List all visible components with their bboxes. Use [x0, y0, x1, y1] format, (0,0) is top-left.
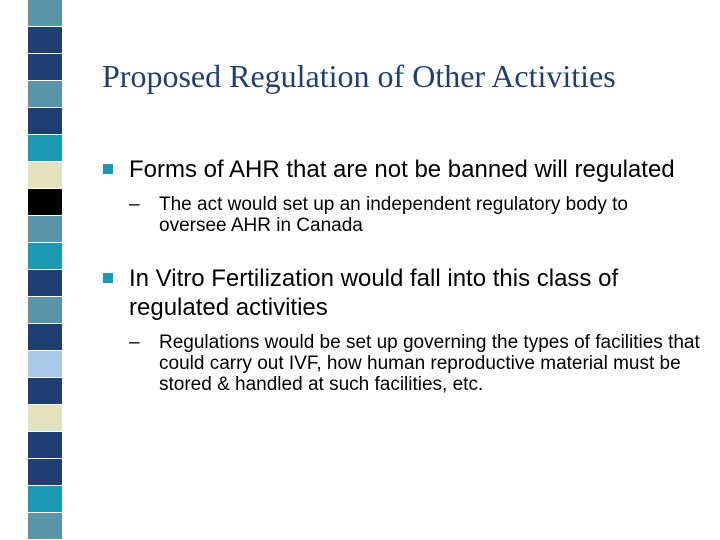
- stripe-block: [28, 432, 62, 459]
- stripe-block: [28, 162, 62, 189]
- stripe-block: [28, 0, 62, 27]
- stripe-block: [28, 513, 62, 540]
- stripe-block: [28, 378, 62, 405]
- stripe-block: [28, 216, 62, 243]
- sub-bullet-text: Regulations would be set up governing the types of facilities that could carry out IVF, how human reproductive material must be stored & handled at such facilities, etc.: [159, 332, 700, 395]
- bullet-item: [100, 155, 700, 236]
- stripe-block: [28, 297, 62, 324]
- stripe-block: [28, 270, 62, 297]
- bullet-level-2: [100, 332, 700, 395]
- stripe-block: [28, 324, 62, 351]
- sub-bullet-text: The act would set up an independent regulatory body to oversee AHR in Canada: [159, 194, 628, 236]
- slide-body: [100, 155, 700, 395]
- stripe-block: [28, 459, 62, 486]
- dash-marker: –: [129, 332, 140, 353]
- square-bullet-icon: [103, 164, 113, 174]
- slide-title: Proposed Regulation of Other Activities: [102, 58, 616, 94]
- stripe-block: [28, 405, 62, 432]
- square-bullet-icon: [103, 273, 113, 283]
- bullet-level-2: [100, 194, 700, 236]
- bullet-item: [100, 264, 700, 395]
- stripe-block: [28, 54, 62, 81]
- stripe-block: [28, 108, 62, 135]
- stripe-block: [28, 81, 62, 108]
- bullet-level-1: [100, 264, 700, 322]
- stripe-block: [28, 486, 62, 513]
- dash-marker: –: [129, 194, 140, 215]
- stripe-block: [28, 27, 62, 54]
- stripe-block: [28, 351, 62, 378]
- bullet-level-1: [100, 155, 700, 184]
- stripe-block: [28, 243, 62, 270]
- bullet-text: Forms of AHR that are not be banned will regulated: [129, 156, 675, 183]
- decorative-stripe-bar: [0, 0, 62, 540]
- stripe-block: [28, 189, 62, 216]
- stripe-block: [28, 135, 62, 162]
- bullet-text: In Vitro Fertilization would fall into this class of regulated activities: [129, 265, 619, 321]
